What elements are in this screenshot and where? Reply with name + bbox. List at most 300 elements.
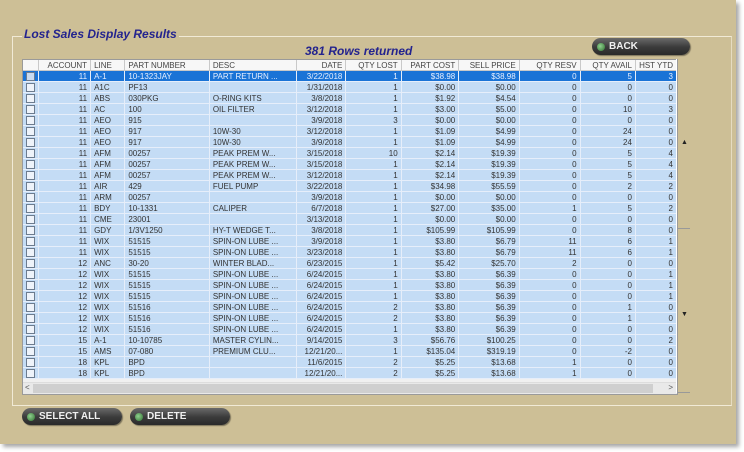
table-cell: $100.25 [459,335,519,346]
table-cell: 11 [39,247,91,258]
table-cell: O-RING KITS [209,93,296,104]
table-cell: $3.80 [401,291,459,302]
horizontal-scrollbar[interactable] [23,382,677,394]
row-checkbox[interactable] [26,281,35,290]
table-cell: 6/23/2015 [296,258,346,269]
table-cell: $3.80 [401,324,459,335]
table-row[interactable] [23,104,677,115]
table-cell: 4 [635,159,676,170]
table-cell: 0 [519,302,580,313]
table-row[interactable] [23,324,677,335]
table-cell: OIL FILTER [209,104,296,115]
table-cell: 1 [346,280,401,291]
row-checkbox[interactable] [26,149,35,158]
table-row[interactable] [23,203,677,214]
table-cell: 12 [39,258,91,269]
column-header[interactable]: DATE [296,60,346,71]
table-cell: 1 [346,203,401,214]
table-row[interactable] [23,269,677,280]
row-select-cell[interactable] [23,115,39,126]
table-cell: 1 [635,269,676,280]
table-cell: WIX [91,324,125,335]
table-row[interactable] [23,71,677,82]
table-cell: 1 [519,203,580,214]
table-cell: 1 [346,71,401,82]
column-header[interactable]: DESC [209,60,296,71]
column-header[interactable] [23,60,39,71]
row-select-cell[interactable] [23,104,39,115]
table-cell: 3 [346,115,401,126]
table-cell: 0 [580,368,635,379]
table-cell: 0 [635,302,676,313]
column-header[interactable]: SELL PRICE [459,60,519,71]
table-cell: $105.99 [459,225,519,236]
row-checkbox[interactable] [26,336,35,345]
table-cell [209,357,296,368]
table-row[interactable] [23,181,677,192]
table-cell: 3/22/2018 [296,181,346,192]
table-cell: 11 [39,137,91,148]
table-cell: $6.39 [459,302,519,313]
row-checkbox[interactable] [26,358,35,367]
table-cell: FUEL PUMP [209,181,296,192]
row-select-cell[interactable] [23,148,39,159]
column-header[interactable]: QTY LOST [346,60,401,71]
table-cell: $0.00 [401,82,459,93]
table-cell: $55.59 [459,181,519,192]
table-cell: 0 [580,269,635,280]
column-header[interactable]: QTY RESV [519,60,580,71]
table-cell: 2 [346,357,401,368]
table-cell: 0 [519,313,580,324]
table-cell: 11 [39,148,91,159]
table-cell: PREMIUM CLU... [209,346,296,357]
table-cell: $2.14 [401,170,459,181]
table-cell: 3/9/2018 [296,115,346,126]
table-cell: SPIN-ON LUBE ... [209,236,296,247]
table-cell: 0 [519,280,580,291]
table-cell: 5 [580,170,635,181]
table-cell: 10 [580,104,635,115]
table-cell: 0 [580,357,635,368]
table-cell: 1 [346,225,401,236]
scroll-bottom-edge [677,392,690,393]
table-cell: 1 [635,280,676,291]
row-select-cell[interactable] [23,236,39,247]
table-cell: $38.98 [459,71,519,82]
table-cell: SPIN-ON LUBE ... [209,280,296,291]
table-row[interactable] [23,225,677,236]
table-cell: $27.00 [401,203,459,214]
row-checkbox[interactable] [26,105,35,114]
scroll-right-icon[interactable]: > [668,383,673,392]
scroll-left-icon[interactable]: < [25,383,30,392]
table-cell [209,368,296,379]
table-cell: $3.80 [401,313,459,324]
table-cell: 1 [580,302,635,313]
table-cell: $25.70 [459,258,519,269]
table-cell: $35.00 [459,203,519,214]
table-cell: 12 [39,280,91,291]
table-cell: $6.39 [459,280,519,291]
button-indicator-icon [27,413,35,421]
row-checkbox[interactable] [26,138,35,147]
table-cell: 11 [39,159,91,170]
row-checkbox[interactable] [26,193,35,202]
table-row[interactable] [23,159,677,170]
table-cell: 00257 [125,170,209,181]
row-select-cell[interactable] [23,71,39,82]
row-checkbox[interactable] [26,248,35,257]
row-select-cell[interactable] [23,258,39,269]
table-cell: 11 [39,115,91,126]
table-cell: PEAK PREM W... [209,170,296,181]
table-row[interactable] [23,137,677,148]
row-select-cell[interactable] [23,291,39,302]
table-cell: 0 [519,269,580,280]
table-cell: 1 [519,357,580,368]
table-cell: $6.79 [459,236,519,247]
row-checkbox[interactable] [26,325,35,334]
table-cell: 1 [346,82,401,93]
column-header[interactable]: PART NUMBER [125,60,209,71]
table-cell: 2 [519,258,580,269]
table-cell [209,214,296,225]
table-cell: SPIN-ON LUBE ... [209,324,296,335]
table-row[interactable] [23,247,677,258]
table-row[interactable] [23,302,677,313]
row-checkbox[interactable] [26,83,35,92]
table-cell: A-1 [91,335,125,346]
table-row[interactable] [23,82,677,93]
table-cell: WIX [91,291,125,302]
row-select-cell[interactable] [23,214,39,225]
table-row[interactable] [23,291,677,302]
table-cell: 12 [39,291,91,302]
table-cell: PEAK PREM W... [209,159,296,170]
table-cell: $13.68 [459,357,519,368]
scroll-down-icon[interactable]: ▼ [681,311,688,318]
table-cell: 1/31/2018 [296,82,346,93]
table-row[interactable] [23,115,677,126]
table-cell: 0 [519,225,580,236]
table-cell: $135.04 [401,346,459,357]
table-cell: 18 [39,357,91,368]
row-select-cell[interactable] [23,368,39,379]
table-cell: 2 [580,181,635,192]
table-cell: 23001 [125,214,209,225]
row-select-cell[interactable] [23,280,39,291]
table-cell: 0 [519,335,580,346]
table-cell [209,192,296,203]
horizontal-scroll-thumb[interactable] [33,384,653,393]
table-cell: $5.42 [401,258,459,269]
row-checkbox[interactable] [26,171,35,180]
table-cell: 11 [39,225,91,236]
row-select-cell[interactable] [23,302,39,313]
table-cell: A-1 [91,71,125,82]
row-checkbox[interactable] [26,314,35,323]
table-cell: 0 [519,159,580,170]
table-cell: 11 [39,126,91,137]
row-checkbox[interactable] [26,116,35,125]
table-cell: 1 [519,368,580,379]
table-cell: 10 [346,148,401,159]
row-select-cell[interactable] [23,324,39,335]
table-cell: $0.00 [459,82,519,93]
table-cell: 00257 [125,192,209,203]
table-cell: $38.98 [401,71,459,82]
row-checkbox[interactable] [26,72,35,81]
select-all-button[interactable] [22,408,122,425]
table-cell: 0 [635,126,676,137]
table-row[interactable] [23,214,677,225]
row-select-cell[interactable] [23,181,39,192]
table-cell: AC [91,104,125,115]
table-cell: BPD [125,368,209,379]
table-cell: $1.09 [401,137,459,148]
column-header[interactable]: PART COST [401,60,459,71]
table-cell: 100 [125,104,209,115]
table-cell: $19.39 [459,148,519,159]
table-cell: WIX [91,269,125,280]
row-select-cell[interactable] [23,192,39,203]
table-cell: 9/14/2015 [296,335,346,346]
table-cell: 11 [39,82,91,93]
row-checkbox[interactable] [26,347,35,356]
table-cell: 1 [635,291,676,302]
row-select-cell[interactable] [23,313,39,324]
table-cell: BDY [91,203,125,214]
row-select-cell[interactable] [23,203,39,214]
table-row[interactable] [23,357,677,368]
table-cell: 0 [635,115,676,126]
row-select-cell[interactable] [23,159,39,170]
table-row[interactable] [23,335,677,346]
table-cell: 6/24/2015 [296,313,346,324]
row-select-cell[interactable] [23,357,39,368]
button-indicator-icon [135,413,143,421]
table-cell: 1 [346,214,401,225]
row-checkbox[interactable] [26,94,35,103]
table-cell: 0 [635,225,676,236]
table-cell: 1 [346,291,401,302]
table-cell: $3.80 [401,302,459,313]
table-row[interactable] [23,280,677,291]
row-select-cell[interactable] [23,247,39,258]
table-cell: -2 [580,346,635,357]
row-checkbox[interactable] [26,127,35,136]
table-cell: 0 [519,148,580,159]
row-select-cell[interactable] [23,269,39,280]
delete-button[interactable] [130,408,230,425]
table-cell: KPL [91,357,125,368]
table-cell: $0.00 [401,192,459,203]
table-cell: 12 [39,324,91,335]
table-cell: 030PKG [125,93,209,104]
table-cell: ABS [91,93,125,104]
table-cell: 1 [346,137,401,148]
table-cell: 10-10785 [125,335,209,346]
select-all-button-label: SELECT ALL [39,411,101,422]
row-checkbox[interactable] [26,369,35,378]
table-cell: 1 [346,170,401,181]
table-cell: 0 [519,126,580,137]
table-cell: SPIN-ON LUBE ... [209,302,296,313]
row-checkbox[interactable] [26,237,35,246]
table-row[interactable] [23,313,677,324]
table-cell: 0 [635,192,676,203]
rows-returned-label: 381 Rows returned [305,44,413,58]
table-cell: A1C [91,82,125,93]
table-cell: 51516 [125,302,209,313]
table-cell: WIX [91,247,125,258]
row-select-cell[interactable] [23,126,39,137]
table-cell: WIX [91,313,125,324]
table-cell: 0 [519,115,580,126]
table-cell: AEO [91,126,125,137]
table-cell: 0 [519,82,580,93]
row-checkbox[interactable] [26,303,35,312]
table-cell: $0.00 [401,115,459,126]
table-cell: 3/9/2018 [296,192,346,203]
table-cell: 3/12/2018 [296,126,346,137]
back-button[interactable] [592,38,690,55]
table-cell: 3/22/2018 [296,71,346,82]
table-cell: 15 [39,335,91,346]
table-row[interactable] [23,148,677,159]
table-cell: 0 [580,280,635,291]
scroll-divider [677,228,690,229]
column-header[interactable]: HST YTD [635,60,676,71]
table-cell: 0 [580,192,635,203]
table-cell: 8 [580,225,635,236]
table-cell: 1 [346,236,401,247]
table-row[interactable] [23,368,677,379]
table-cell: 0 [580,214,635,225]
table-cell: $6.39 [459,269,519,280]
table-cell: 3/9/2018 [296,137,346,148]
table-cell: 51516 [125,313,209,324]
results-grid[interactable] [22,59,678,395]
table-cell: 1 [580,313,635,324]
table-cell: 1 [346,324,401,335]
table-cell: 11 [39,71,91,82]
table-cell: 0 [519,192,580,203]
table-cell: SPIN-ON LUBE ... [209,269,296,280]
table-cell: 3/13/2018 [296,214,346,225]
row-select-cell[interactable] [23,93,39,104]
row-checkbox[interactable] [26,292,35,301]
table-cell: 0 [580,335,635,346]
table-cell: 0 [580,291,635,302]
table-row[interactable] [23,236,677,247]
row-select-cell[interactable] [23,170,39,181]
row-select-cell[interactable] [23,346,39,357]
row-checkbox[interactable] [26,160,35,169]
table-cell: AIR [91,181,125,192]
table-row[interactable] [23,258,677,269]
table-cell: SPIN-ON LUBE ... [209,291,296,302]
table-cell: $1.09 [401,126,459,137]
table-cell: $5.00 [459,104,519,115]
table-cell: 0 [519,71,580,82]
table-cell: PEAK PREM W... [209,148,296,159]
vertical-scrollbar[interactable] [676,59,690,393]
table-cell: 1 [346,93,401,104]
table-cell: 1 [635,247,676,258]
row-checkbox[interactable] [26,270,35,279]
table-cell: 51516 [125,324,209,335]
table-cell: 6 [580,236,635,247]
table-row[interactable] [23,93,677,104]
table-cell: AMS [91,346,125,357]
table-cell: 3/23/2018 [296,247,346,258]
table-cell: 07-080 [125,346,209,357]
row-checkbox[interactable] [26,226,35,235]
scroll-up-icon[interactable]: ▲ [681,139,688,146]
table-cell: 2 [346,302,401,313]
table-cell: 10W-30 [209,126,296,137]
table-cell: 1 [346,192,401,203]
row-select-cell[interactable] [23,335,39,346]
row-checkbox[interactable] [26,204,35,213]
table-cell: 0 [519,137,580,148]
table-row[interactable] [23,126,677,137]
table-cell: 24 [580,137,635,148]
table-cell: 0 [635,82,676,93]
row-checkbox[interactable] [26,215,35,224]
table-cell: HY-T WEDGE T... [209,225,296,236]
table-cell: $6.39 [459,291,519,302]
row-checkbox[interactable] [26,259,35,268]
table-cell: 1 [346,269,401,280]
table-cell [209,82,296,93]
table-cell: 30-20 [125,258,209,269]
table-cell: 2 [635,203,676,214]
table-cell: $0.00 [459,214,519,225]
table-cell: 11 [39,170,91,181]
table-cell: $4.99 [459,137,519,148]
table-cell: 12 [39,302,91,313]
table-cell: ARM [91,192,125,203]
table-cell: $5.25 [401,368,459,379]
column-header[interactable]: ACCOUNT [39,60,91,71]
table-cell: GDY [91,225,125,236]
table-cell: 0 [519,93,580,104]
table-row[interactable] [23,192,677,203]
table-cell: 3/8/2018 [296,225,346,236]
table-cell: 18 [39,368,91,379]
table-cell: 4 [635,148,676,159]
table-cell: 2 [635,181,676,192]
table-cell: 11 [39,214,91,225]
column-header[interactable]: QTY AVAIL [580,60,635,71]
table-cell: $2.14 [401,159,459,170]
row-select-cell[interactable] [23,82,39,93]
table-cell: 0 [635,214,676,225]
table-row[interactable] [23,170,677,181]
row-checkbox[interactable] [26,182,35,191]
table-row[interactable] [23,346,677,357]
table-cell: BPD [125,357,209,368]
table-cell: 6/7/2018 [296,203,346,214]
row-select-cell[interactable] [23,137,39,148]
table-cell: 15 [39,346,91,357]
row-select-cell[interactable] [23,225,39,236]
table-cell: 3/9/2018 [296,236,346,247]
column-header[interactable]: LINE [91,60,125,71]
